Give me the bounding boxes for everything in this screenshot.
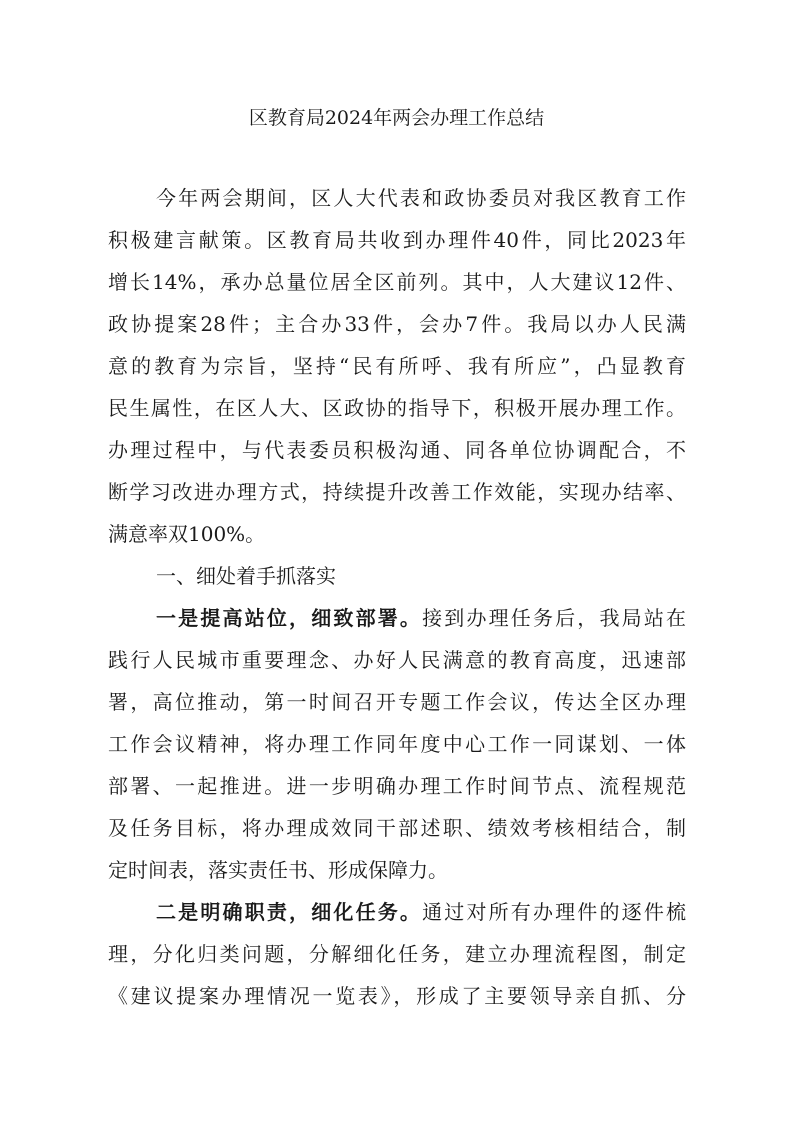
text-line: 积极建言献策。区教育局共收到办理件40件，同比2023年 [108,228,686,252]
intro-paragraph [108,177,686,555]
point-1-paragraph [108,597,686,891]
point-1-lead: 一是提高站位，细致部署。 [156,606,423,630]
text-line: 部署、一起推进。进一步明确办理工作时间节点、流程规范 [108,774,686,798]
point-2-lead: 二是明确职责，细化任务。 [156,900,423,924]
text-line: 满意率双100%。 [108,522,266,546]
text-line: 工作会议精神，将办理工作同年度中心工作一同谋划、一体 [108,732,686,756]
text-line: 增长14%，承办总量位居全区前列。其中，人大建议12件、 [108,270,686,294]
text-line: 意的教育为宗旨，坚持“民有所呼、我有所应”，凸显教育 [108,354,686,378]
document-title: 区教育局2024年两会办理工作总结 [248,107,545,129]
document-body [108,177,686,1017]
text-line: 署，高位推动，第一时间召开专题工作会议，传达全区办理 [108,690,686,714]
text-line: 《建议提案办理情况一览表》，形成了主要领导亲自抓、分 [108,984,686,1008]
text-line [108,597,686,639]
section-heading: 一、细处着手抓落实 [156,564,336,588]
text-line: 今年两会期间，区人大代表和政协委员对我区教育工作 [156,186,686,210]
text-line: 办理过程中，与代表委员积极沟通、同各单位协调配合，不 [108,438,686,462]
text-line: 民生属性，在区人大、区政协的指导下，积极开展办理工作。 [108,396,686,420]
text-line: 践行人民城市重要理念、办好人民满意的教育高度，迅速部 [108,648,686,672]
text-line: 政协提案28件；主合办33件，会办7件。我局以办人民满 [108,312,686,336]
point-2-paragraph [108,891,686,1017]
text-line: 断学习改进办理方式，持续提升改善工作效能，实现办结率、 [108,480,686,504]
point-2-text: 通过对所有办理件的逐件梳 [422,900,687,924]
text-line: 定时间表，落实责任书、形成保障力。 [108,858,448,882]
text-line [108,891,686,933]
point-1-text: 接到办理任务后，我局站在 [422,606,687,630]
text-line: 及任务目标，将办理成效同干部述职、绩效考核相结合，制 [108,816,686,840]
text-line: 理，分化归类问题，分解细化任务，建立办理流程图，制定 [108,942,686,966]
